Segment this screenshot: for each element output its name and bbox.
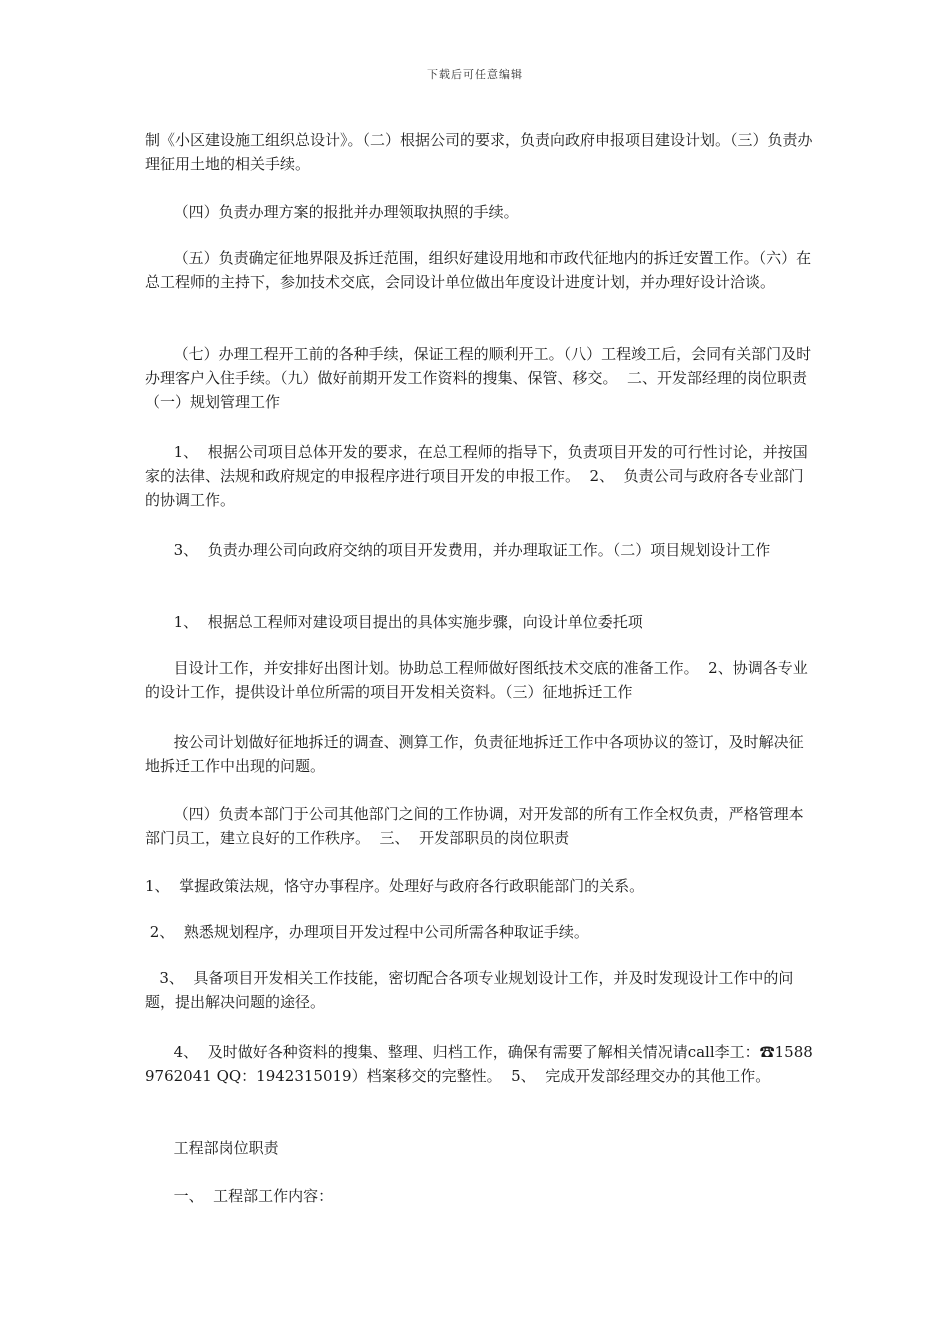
paragraph-16: 一、 工程部工作内容： bbox=[145, 1187, 334, 1205]
paragraph-9: 按公司计划做好征地拆迁的调查、测算工作，负责征地拆迁工作中各项协议的签订，及时解决征地拆迁工作中出现的问题。 bbox=[145, 733, 804, 775]
paragraph-5: 1、 根据公司项目总体开发的要求，在总工程师的指导下，负责项目开发的可行性讨论，并按国家的法律、法规和政府规定的申报程序进行项目开发的申报工作。 2、 负责公司与政府各专业部门的协调工作。 bbox=[145, 443, 808, 509]
header-note: 下载后可任意编辑 bbox=[427, 68, 523, 81]
paragraph-14: 4、 及时做好各种资料的搜集、整理、归档工作，确保有需要了解相关情况请call李工：☎15889762041 QQ：1942315019）档案移交的完整性。 5、 完成开发部经理交办的其他工作。 bbox=[145, 1043, 813, 1085]
paragraph-4: （七）办理工程开工前的各种手续，保证工程的顺利开工。（八）工程竣工后，会同有关部门及时办理客户入住手续。（九）做好前期开发工作资料的搜集、保管、移交。 二、开发部经理的岗位职责（一）规划管理工作 bbox=[145, 345, 812, 411]
paragraph-10: （四）负责本部门于公司其他部门之间的工作协调，对开发部的所有工作全权负责，严格管理本部门员工，建立良好的工作秩序。 三、 开发部职员的岗位职责 bbox=[145, 805, 804, 847]
paragraph-15: 工程部岗位职责 bbox=[145, 1139, 279, 1157]
paragraph-3: （五）负责确定征地界限及拆迁范围，组织好建设用地和市政代征地内的拆迁安置工作。（六）在总工程师的主持下，参加技术交底，会同设计单位做出年度设计进度计划，并办理好设计洽谈。 bbox=[145, 249, 812, 291]
paragraph-13: 3、 具备项目开发相关工作技能，密切配合各项专业规划设计工作，并及时发现设计工作中的问题，提出解决问题的途径。 bbox=[145, 969, 794, 1011]
paragraph-11: 1、 掌握政策法规，恪守办事程序。处理好与政府各行政职能部门的关系。 bbox=[145, 877, 645, 895]
paragraph-1: 制《小区建设施工组织总设计》。（二）根据公司的要求，负责向政府申报项目建设计划。（三）负责办理征用土地的相关手续。 bbox=[145, 131, 813, 173]
paragraph-2: （四）负责办理方案的报批并办理领取执照的手续。 bbox=[145, 203, 519, 221]
paragraph-7: 1、 根据总工程师对建设项目提出的具体实施步骤，向设计单位委托项 bbox=[145, 613, 643, 631]
paragraph-12: 2、 熟悉规划程序，办理项目开发过程中公司所需各种取证手续。 bbox=[145, 923, 589, 941]
paragraph-8: 目设计工作，并安排好出图计划。协助总工程师做好图纸技术交底的准备工作。 2、协调各专业的设计工作，提供设计单位所需的项目开发相关资料。（三）征地拆迁工作 bbox=[145, 659, 808, 701]
paragraph-6: 3、 负责办理公司向政府交纳的项目开发费用，并办理取证工作。（二）项目规划设计工作 bbox=[145, 541, 771, 559]
